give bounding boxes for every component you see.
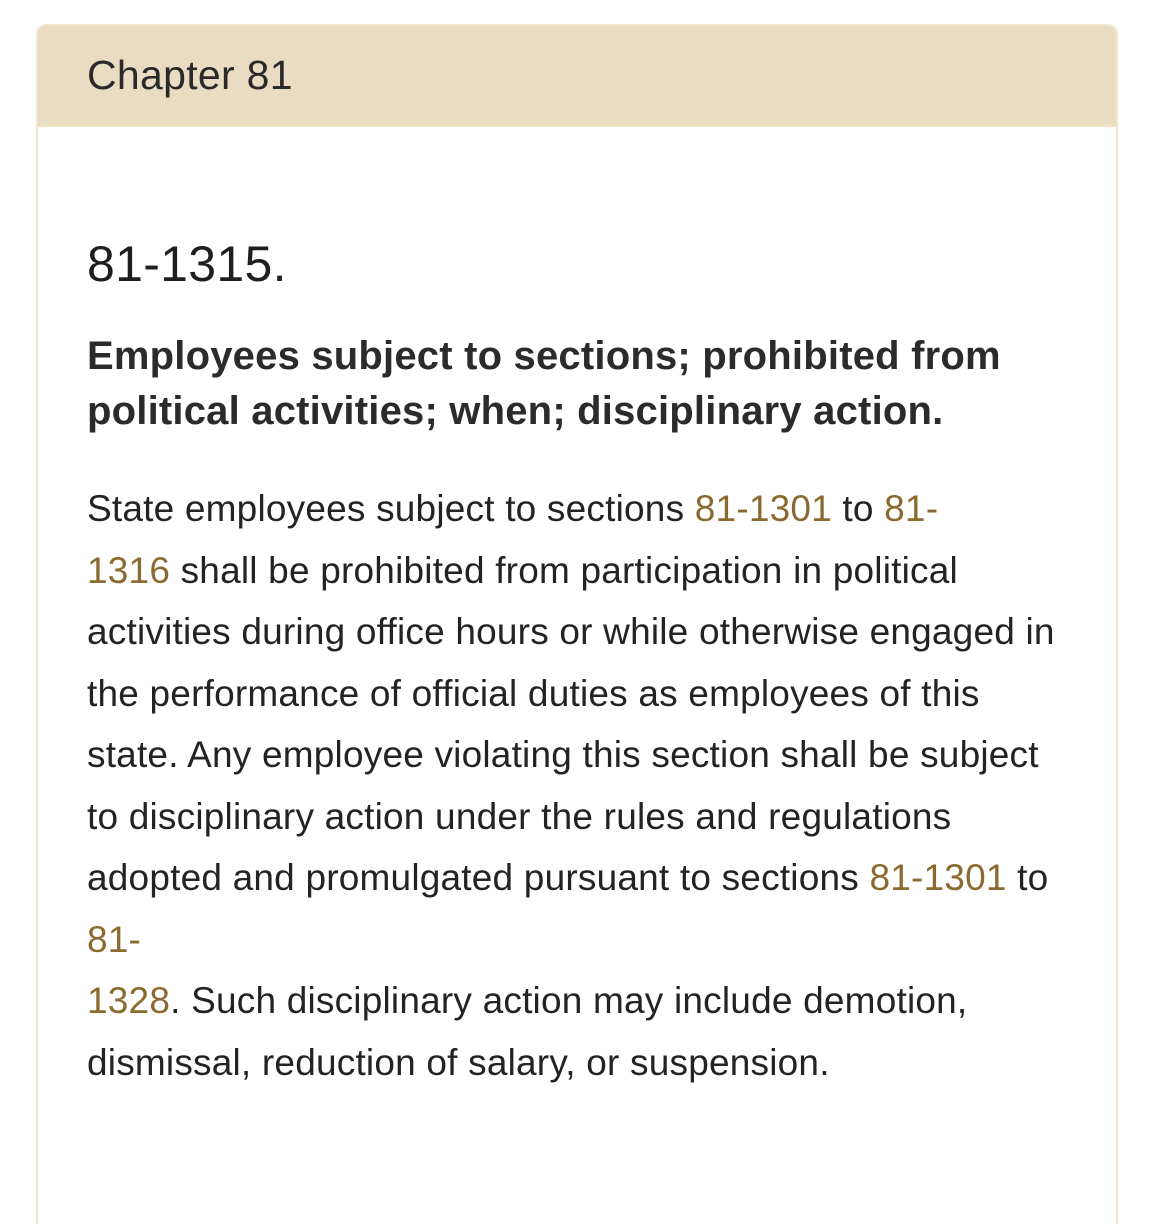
body-text: to xyxy=(1006,857,1049,898)
link-81-1316-part2: 1316 xyxy=(87,549,171,591)
statute-card xyxy=(36,24,1118,1224)
link-81-1301[interactable]: 81-1301 xyxy=(694,488,832,529)
link-81-1301-second[interactable]: 81-1301 xyxy=(869,857,1007,898)
body-text: shall be prohibited from participation in political activities during office hours or while otherwise engaged in the performance of official duties as employees of this state. Any employee violating this section shall be subject to disciplinary action under the rules and regulations adopted and promulgated pursuant to sections xyxy=(87,549,1055,898)
link-81-1316-part1: 81- xyxy=(884,488,939,529)
link-81-1328-part2: 1328 xyxy=(87,980,171,1021)
body-text: . Such disciplinary action may include demotion, dismissal, reduction of salary, or suspension. xyxy=(87,980,968,1083)
section-heading: Employees subject to sections; prohibited from political activities; when; disciplinary action. xyxy=(87,334,1001,433)
section-number: 81-1315. xyxy=(87,236,287,292)
chapter-title: Chapter 81 xyxy=(87,52,293,98)
body-text: State employees subject to sections xyxy=(87,488,695,529)
chapter-header xyxy=(38,26,1116,127)
link-81-1328-part1: 81- xyxy=(87,918,142,960)
section-body xyxy=(87,478,1076,1093)
body-text: to xyxy=(831,488,885,529)
section-content xyxy=(38,236,1116,1093)
link-81-1328[interactable] xyxy=(87,919,170,1022)
